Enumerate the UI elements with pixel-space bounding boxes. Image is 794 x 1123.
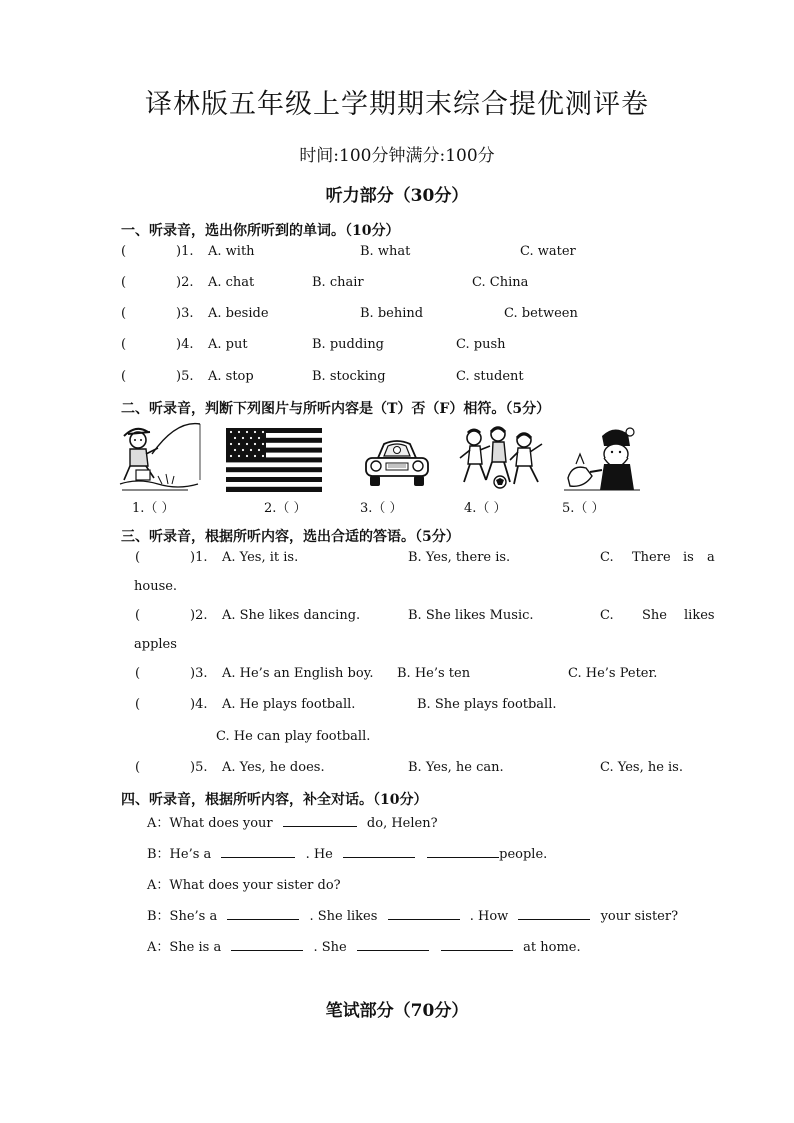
option-c-word: a <box>707 550 715 565</box>
option-c-label: C. <box>600 608 614 623</box>
option-c-continued: apples <box>134 637 177 652</box>
dialogue-line-3 <box>147 874 341 893</box>
answer-paren-open: ( <box>121 244 127 259</box>
question-number: )2. <box>176 275 194 290</box>
dialogue-text: . He <box>305 847 333 862</box>
option-c-word: likes <box>684 608 715 623</box>
option-b: B. Yes, there is. <box>408 550 511 565</box>
option-c: C. He’s Peter. <box>568 666 658 681</box>
option-b: B. He’s ten <box>397 666 471 681</box>
listening-part-title: 听力部分（30分） <box>325 186 469 206</box>
answer-blank[interactable] <box>427 845 499 858</box>
question-number: )2. <box>190 608 208 623</box>
picture-5-answer[interactable]: 5.（ ） <box>562 501 605 516</box>
picture-3-answer[interactable]: 3.（ ） <box>360 501 403 516</box>
answer-paren-open: ( <box>135 608 141 623</box>
option-a: A. He’s an English boy. <box>222 666 374 681</box>
answer-blank[interactable] <box>441 938 513 951</box>
option-b: B. what <box>360 244 411 259</box>
dialogue-text: A：What does your <box>147 816 273 831</box>
option-c-word: There <box>632 550 671 565</box>
section3-heading: 三、听录音，根据所听内容，选出合适的答语。（5分） <box>121 529 460 545</box>
dialogue-text: at home. <box>523 940 581 955</box>
santa-claus-icon <box>564 424 640 494</box>
option-b: B. pudding <box>312 337 385 352</box>
option-a: A. Yes, he does. <box>222 760 325 775</box>
option-a: A. Yes, it is. <box>222 550 299 565</box>
section1-heading: 一、听录音，选出你所听到的单词。（10分） <box>121 223 400 239</box>
question-number: )3. <box>190 666 208 681</box>
question-number: )1. <box>176 244 194 259</box>
option-c-label: C. <box>600 550 614 565</box>
answer-paren-open: ( <box>121 369 127 384</box>
answer-blank[interactable] <box>283 814 357 827</box>
picture-1-answer[interactable]: 1.（ ） <box>132 501 175 516</box>
dialogue-text: people. <box>499 847 548 862</box>
dialogue-text: A：She is a <box>147 940 222 955</box>
option-c-word: She <box>642 608 667 623</box>
dialogue-text: . She <box>313 940 347 955</box>
option-c: C. push <box>456 337 506 352</box>
answer-blank[interactable] <box>227 907 299 920</box>
answer-blank[interactable] <box>231 938 303 951</box>
question-number: )4. <box>176 337 194 352</box>
answer-paren-open: ( <box>121 337 127 352</box>
answer-paren-open: ( <box>135 697 141 712</box>
answer-paren-open: ( <box>121 275 127 290</box>
question-number: )1. <box>190 550 208 565</box>
dialogue-text: do, Helen? <box>366 816 438 831</box>
answer-blank[interactable] <box>343 845 415 858</box>
section4-heading: 四、听录音，根据所听内容，补全对话。（10分） <box>121 792 428 808</box>
option-c: C. Yes, he is. <box>600 760 683 775</box>
option-c-word: is <box>683 550 694 565</box>
answer-paren-open: ( <box>135 760 141 775</box>
exam-time-info: 时间:100分钟满分:100分 <box>299 146 495 166</box>
dialogue-line-1 <box>147 812 438 831</box>
answer-blank[interactable] <box>221 845 295 858</box>
car-icon <box>362 436 432 492</box>
question-number: )5. <box>190 760 208 775</box>
answer-blank[interactable] <box>388 907 460 920</box>
option-a: A. with <box>208 244 255 259</box>
option-b: B. She plays football. <box>417 697 557 712</box>
answer-blank[interactable] <box>357 938 429 951</box>
option-c: C. between <box>504 306 578 321</box>
dialogue-line-4 <box>147 905 678 924</box>
option-c-continued: house. <box>134 579 178 594</box>
answer-blank[interactable] <box>518 907 590 920</box>
option-b: B. She likes Music. <box>408 608 534 623</box>
dialogue-line-2 <box>147 843 547 862</box>
option-b: B. stocking <box>312 369 386 384</box>
children-playing-football-icon <box>458 424 544 492</box>
answer-paren-open: ( <box>135 550 141 565</box>
option-c: C. student <box>456 369 524 384</box>
answer-paren-open: ( <box>121 306 127 321</box>
picture-2-answer[interactable]: 2.（ ） <box>264 501 307 516</box>
option-c: C. China <box>472 275 529 290</box>
option-b: B. chair <box>312 275 364 290</box>
option-a: A. She likes dancing. <box>222 608 361 623</box>
option-a: A. beside <box>208 306 269 321</box>
page-title: 译林版五年级上学期期末综合提优测评卷 <box>145 89 649 120</box>
option-a: A. put <box>208 337 248 352</box>
dialogue-text: . How <box>469 909 509 924</box>
option-a: A. stop <box>208 369 254 384</box>
question-number: )3. <box>176 306 194 321</box>
dialogue-text: B：He’s a <box>147 847 212 862</box>
option-c: C. He can play football. <box>216 729 371 744</box>
dialogue-text: B：She’s a <box>147 909 218 924</box>
option-b: B. Yes, he can. <box>408 760 504 775</box>
option-c: C. water <box>520 244 576 259</box>
dialogue-text: A：What does your sister do? <box>147 878 341 893</box>
dialogue-text: your sister? <box>600 909 679 924</box>
us-flag-icon <box>226 428 322 492</box>
question-number: )5. <box>176 369 194 384</box>
dialogue-text: . She likes <box>309 909 378 924</box>
dialogue-line-5 <box>147 936 581 955</box>
answer-paren-open: ( <box>135 666 141 681</box>
picture-4-answer[interactable]: 4.（ ） <box>464 501 507 516</box>
option-b: B. behind <box>360 306 424 321</box>
writing-part-title: 笔试部分（70分） <box>325 1001 469 1021</box>
option-a: A. chat <box>208 275 255 290</box>
question-number: )4. <box>190 697 208 712</box>
section2-heading: 二、听录音，判断下列图片与所听内容是（T）否（F）相符。（5分） <box>121 401 551 417</box>
fishing-boy-icon <box>118 418 204 494</box>
option-a: A. He plays football. <box>222 697 356 712</box>
